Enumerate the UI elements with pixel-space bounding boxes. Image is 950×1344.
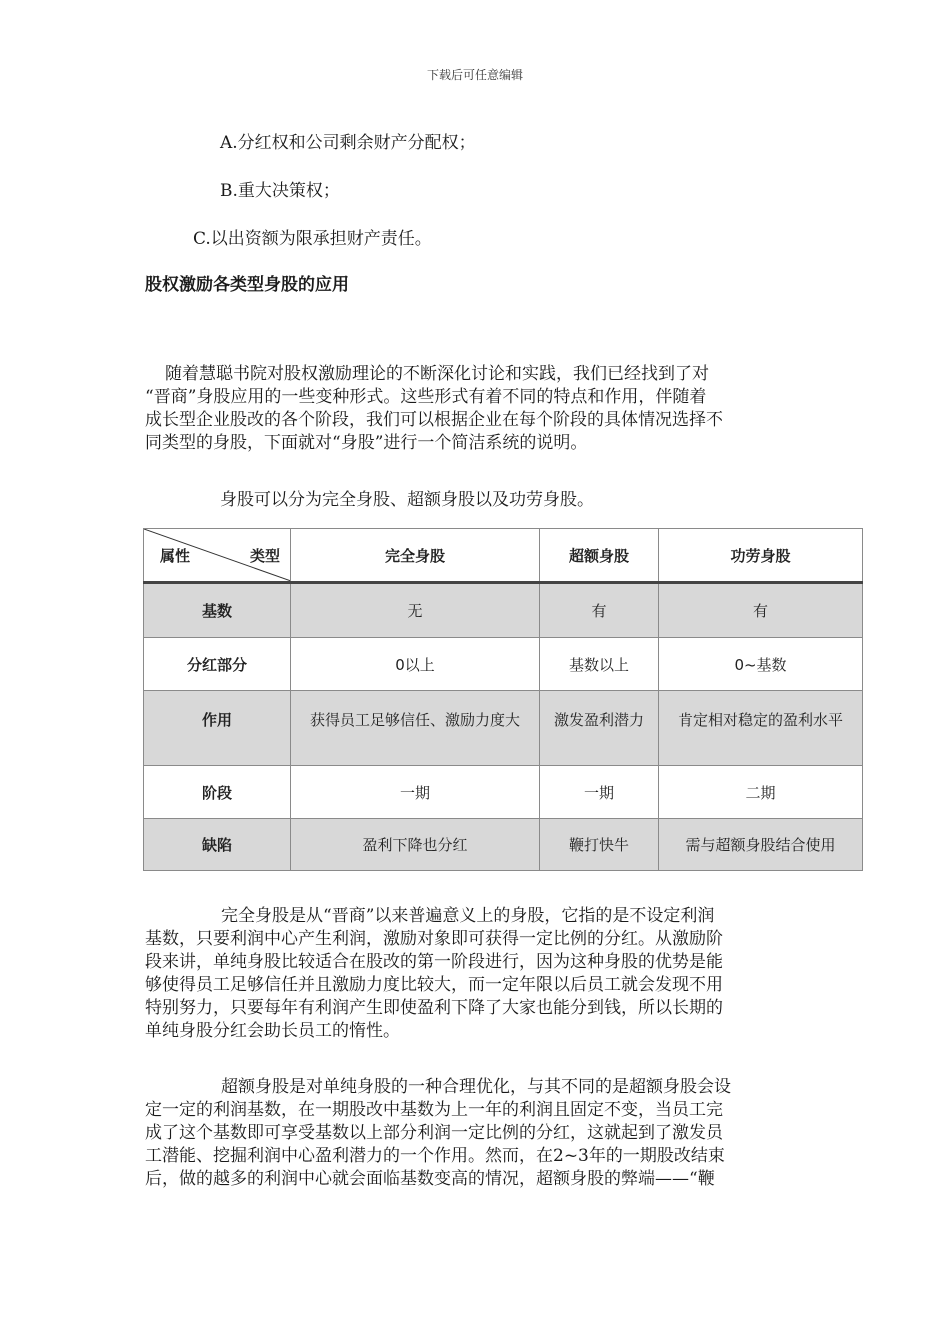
table-cell: 肯定相对稳定的盈利水平	[659, 691, 863, 766]
paragraph-line: 特别努力，只要每年有利润产生即使盈利下降了大家也能分到钱，所以长期的	[145, 998, 723, 1018]
column-header: 超额身股	[540, 529, 659, 583]
row-label: 缺陷	[144, 819, 291, 871]
right-item-a: A.分红权和公司剩余财产分配权；	[220, 133, 476, 153]
paragraph-line: 单纯身股分红会助长员工的惰性。	[145, 1021, 400, 1041]
table-row	[144, 766, 863, 819]
table-cell: 0~基数	[659, 638, 863, 691]
table-row	[144, 638, 863, 691]
summary-line: 身股可以分为完全身股、超额身股以及功劳身股。	[220, 490, 594, 510]
excess-shares-paragraph	[145, 1076, 797, 1191]
section-title: 股权激励各类型身股的应用	[145, 275, 349, 295]
column-header: 功劳身股	[659, 529, 863, 583]
table-corner-cell	[144, 529, 291, 583]
intro-line: 成长型企业股改的各个阶段，我们可以根据企业在每个阶段的具体情况选择不	[145, 410, 723, 430]
intro-line: “晋商”身股应用的一些变种形式。这些形式有着不同的特点和作用，伴随着	[145, 387, 707, 407]
table-cell: 获得员工足够信任、激励力度大	[291, 691, 540, 766]
intro-paragraph	[145, 363, 797, 455]
paragraph-line: 基数，只要利润中心产生利润，激励对象即可获得一定比例的分红。从激励阶	[145, 929, 723, 949]
paragraph-line: 后，做的越多的利润中心就会面临基数变高的情况，超额身股的弊端——“鞭	[145, 1169, 715, 1189]
table-cell: 需与超额身股结合使用	[659, 819, 863, 871]
table-row	[144, 819, 863, 871]
column-header: 完全身股	[291, 529, 540, 583]
table-cell: 0以上	[291, 638, 540, 691]
table-cell: 鞭打快牛	[540, 819, 659, 871]
corner-attr-label: 属性	[160, 547, 191, 565]
paragraph-line: 成了这个基数即可享受基数以上部分利润一定比例的分红，这就起到了激发员	[145, 1123, 723, 1143]
row-label: 阶段	[144, 766, 291, 819]
table-cell: 有	[659, 583, 863, 638]
equity-types-table	[143, 528, 863, 871]
paragraph-line: 够使得员工足够信任并且激励力度比较大，而一定年限以后员工就会发现不用	[145, 975, 723, 995]
table-cell: 一期	[291, 766, 540, 819]
intro-line: 随着慧聪书院对股权激励理论的不断深化讨论和实践，我们已经找到了对	[165, 364, 709, 384]
paragraph-line: 定一定的利润基数，在一期股改中基数为上一年的利润且固定不变，当员工完	[145, 1100, 723, 1120]
full-shares-paragraph	[145, 905, 797, 1043]
page-header-note: 下载后可任意编辑	[426, 68, 523, 82]
right-item-c: C.以出资额为限承担财产责任。	[193, 229, 432, 249]
paragraph-line: 超额身股是对单纯身股的一种合理优化，与其不同的是超额身股会设	[221, 1077, 731, 1097]
paragraph-line: 工潜能、挖掘利润中心盈利潜力的一个作用。然而，在2~3年的一期股改结束	[145, 1146, 725, 1166]
right-item-b: B.重大决策权；	[220, 181, 340, 201]
table-row	[144, 583, 863, 638]
table-cell: 基数以上	[540, 638, 659, 691]
row-label: 基数	[144, 583, 291, 638]
table-cell: 盈利下降也分红	[291, 819, 540, 871]
table-row	[144, 691, 863, 766]
corner-type-label: 类型	[249, 547, 280, 565]
intro-line: 同类型的身股，下面就对“身股”进行一个简洁系统的说明。	[145, 433, 588, 453]
table-cell: 激发盈利潜力	[540, 691, 659, 766]
table-cell: 一期	[540, 766, 659, 819]
table-header-row	[144, 529, 863, 583]
paragraph-line: 完全身股是从“晋商”以来普遍意义上的身股，它指的是不设定利润	[221, 906, 715, 926]
table-cell: 无	[291, 583, 540, 638]
row-label: 作用	[144, 691, 291, 766]
table-cell: 有	[540, 583, 659, 638]
table-cell: 二期	[659, 766, 863, 819]
row-label: 分红部分	[144, 638, 291, 691]
paragraph-line: 段来讲，单纯身股比较适合在股改的第一阶段进行，因为这种身股的优势是能	[145, 952, 723, 972]
